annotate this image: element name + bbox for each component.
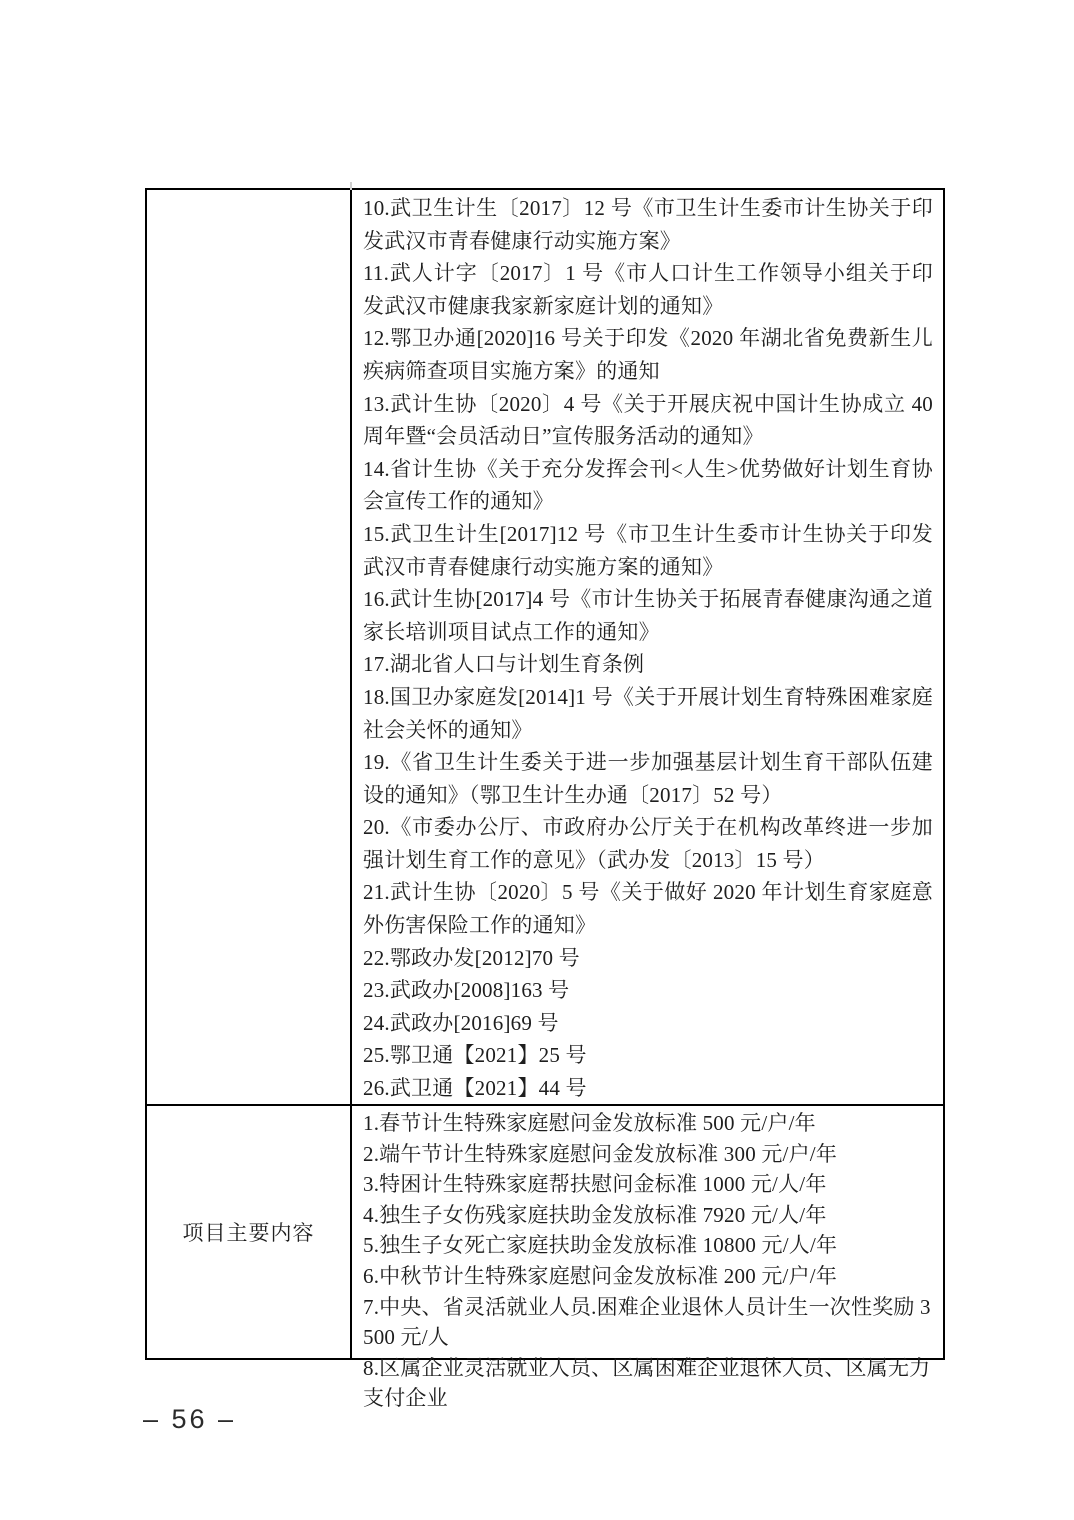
page-number: – 56 – [143,1404,237,1434]
policy-list-item: 22.鄂政办发[2012]70 号 [363,945,580,970]
policy-list-item: 21.武计生协〔2020〕5 号《关于做好 2020 年计划生育家庭意外伤害保险工作的通知》 [363,880,933,938]
policy-list-item: 14.省计生协《关于充分发挥会刊<人生>优势做好计划生育协会宣传工作的通知》 [363,456,933,514]
content-list-item: 7.中央、省灵活就业人员.困难企业退休人员计生一次性奖励 3500 元/人 [363,1294,931,1350]
content-list-item: 5.独生子女死亡家庭扶助金发放标准 10800 元/人/年 [363,1233,838,1258]
policy-list-item: 12.鄂卫办通[2020]16 号关于印发《2020 年湖北省免费新生儿疾病筛查项目实施方案》的通知 [363,326,933,383]
policy-list-item: 15.武卫生计生[2017]12 号《市卫生计生委市计生协关于印发武汉市青春健康行动实施方案的通知》 [363,521,933,579]
policy-list-item: 16.武计生协[2017]4 号《市计生协关于拓展青春健康沟通之道家长培训项目试点工作的通知》 [363,587,933,644]
content-list-item: 8.区属企业灵活就业人员、区属困难企业退休人员、区属无力支付企业 [363,1355,931,1411]
row2-content-cell [352,1106,943,1411]
policy-list-item: 10.武卫生计生〔2017〕12 号《市卫生计生委市计生协关于印发武汉市青春健康行动实施方案》 [363,196,933,253]
policy-list-item: 19.《省卫生计生委关于进一步加强基层计划生育干部队伍建设的通知》（鄂卫生计生办通〔2017〕52 号） [363,750,933,807]
table-row-project-content [147,1104,943,1411]
policy-table [145,188,945,1411]
row2-label-cell [147,1106,352,1358]
row1-content-cell [352,190,943,1104]
content-list-item: 4.独生子女伤残家庭扶助金发放标准 7920 元/人/年 [363,1202,827,1227]
content-list-item: 6.中秋节计生特殊家庭慰问金发放标准 200 元/户/年 [363,1263,838,1288]
policy-list-item: 25.鄂卫通【2021】25 号 [363,1043,587,1068]
policy-list-item: 13.武计生协〔2020〕4 号《关于开展庆祝中国计生协成立 40 周年暨“会员活动日”宣传服务活动的通知》 [363,391,933,449]
policy-list-item: 20.《市委办公厅、市政府办公厅关于在机构改革终进一步加强计划生育工作的意见》（武办发〔2013〕15 号） [363,815,933,872]
policy-list-item: 11.武人计字〔2017〕1 号《市人口计生工作领导小组关于印发武汉市健康我家新家庭计划的通知》 [363,261,933,318]
content-list-item: 3.特困计生特殊家庭帮扶慰问金标准 1000 元/人/年 [363,1172,827,1197]
policy-list-item: 18.国卫办家庭发[2014]1 号《关于开展计划生育特殊困难家庭社会关怀的通知》 [363,684,933,742]
content-list-item: 1.春节计生特殊家庭慰问金发放标准 500 元/户/年 [363,1111,816,1135]
row1-label-cell [147,190,352,1104]
policy-list-item: 23.武政办[2008]163 号 [363,978,570,1003]
table-divider-tick [350,182,352,190]
content-list-item: 2.端午节计生特殊家庭慰问金发放标准 300 元/户/年 [363,1141,838,1166]
row2-label: 项目主要内容 [182,1221,315,1245]
policy-list-item: 24.武政办[2016]69 号 [363,1010,559,1035]
policy-list-item: 26.武卫通【2021】44 号 [363,1076,587,1101]
policy-list-item: 17.湖北省人口与计划生育条例 [363,652,645,677]
table-row-policy-basis [147,190,943,1104]
